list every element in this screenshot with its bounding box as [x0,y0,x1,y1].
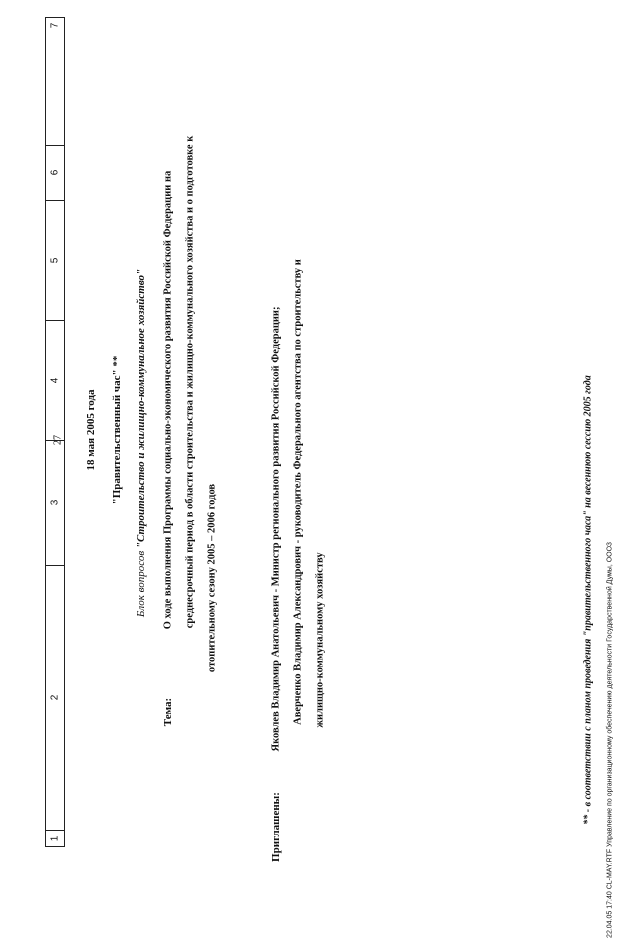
question-block-label: Блок вопросов [135,550,147,618]
column-header-table [45,17,65,847]
column-number: 5 [49,257,61,263]
event-title: "Правительственный час" ** [111,355,123,505]
topic-line: среднесрочный период в области строительства и жилищно-коммунального хозяйства и о подготовке к [184,135,196,629]
footnote: ** - в соответствии с планом проведения "правительственного часа" на весеннюю сессию 2005 года [582,375,594,825]
document-footer: 22.04.05 17:40 CL-MAY.RTF Управление по организационному обеспечению деятельности Государственной Думы, ООО3 [606,542,614,938]
invited-line: Аверченко Владимир Александрович - руководитель Федерального агентства по строительству и [292,259,304,725]
invited-line: Яковлев Владимир Анатольевич - Министр регионального развития Российской Федерации; [270,306,282,752]
topic-label: Тема: [162,697,174,727]
invited-label: Приглашены: [270,792,282,862]
column-number: 7 [49,22,61,28]
page-number: 27 [52,435,64,445]
topic-line: О ходе выполнения Программы социально-экономического развития Российской Федерации на [162,170,174,630]
meeting-date: 18 мая 2005 года [85,389,97,471]
invited-line: жилищно-коммунальному хозяйству [314,552,326,728]
question-block [135,269,147,617]
topic-line: отопительному сезону 2005 – 2006 годов [206,483,218,673]
column-number: 2 [49,694,61,701]
question-block-value: "Строительство и жилищно-коммунальное хозяйство" [135,268,147,549]
column-number: 3 [49,499,61,506]
column-number: 4 [49,377,61,383]
column-number: 6 [49,169,61,176]
column-number: 1 [49,835,61,841]
